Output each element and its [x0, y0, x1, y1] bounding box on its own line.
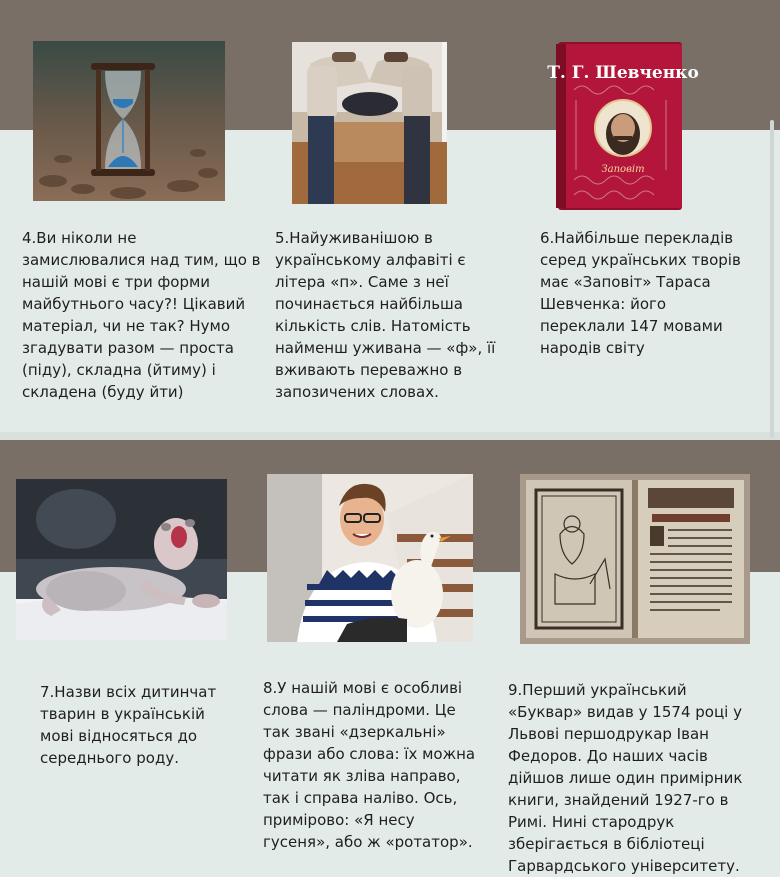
hugging-children-photo [292, 42, 447, 204]
fact-7-text: 7.Назви всіх дитинчат тварин в українській мові відносяться до середнього роду. [40, 683, 217, 767]
bukvar-book-photo [520, 474, 750, 644]
hourglass-photo [33, 41, 225, 201]
fact-4-text: 4.Ви ніколи не замислювалися над тим, що в нашій мові є три форми майбутнього часу?! Цікавий матеріал, чи не так? Нумо згадувати разом — проста (піду), складна (йтиму) і складена (буду йти) [22, 229, 261, 401]
book-author-label: Т. Г. Шевченко [547, 63, 699, 83]
book-title-label: Заповіт [601, 164, 645, 175]
panel-divider [0, 432, 780, 440]
fact-9-text: 9.Перший український «Буквар» видав у 1574 році у Львові першодрукар Іван Федоров. До наших часів дійшов лише один примірник книги, знайдений 1927-го в Римі. Нині стародрук зберігається в бібліотеці Гарвардського університету. [508, 681, 743, 875]
top-panel [0, 0, 780, 432]
baby-panda-photo [16, 479, 227, 640]
fact-5-text: 5.Найуживанішою в українському алфавіті є літера «п». Саме з неї починається найбільша кількість слів. Натомість найменш уживана — «ф», її вживають переважно в запозичених словах. [275, 229, 496, 401]
bottom-panel [0, 440, 780, 875]
fact-6-text: 6.Найбільше перекладів серед українських творів має «Заповіт» Тараса Шевченка: його переклали 147 мовами народів світу [540, 229, 741, 357]
shevchenko-book-photo [547, 40, 699, 212]
man-with-goose-photo [267, 474, 473, 642]
scrollbar[interactable] [770, 120, 774, 438]
fact-8-text: 8.У нашій мові є особливі слова — паліндроми. Це так звані «дзеркальні» фрази або слова: їх можна читати як зліва направо, так і справа наліво. Ось, примірово: «Я несу гусеня», або ж «ротатор». [263, 679, 476, 851]
